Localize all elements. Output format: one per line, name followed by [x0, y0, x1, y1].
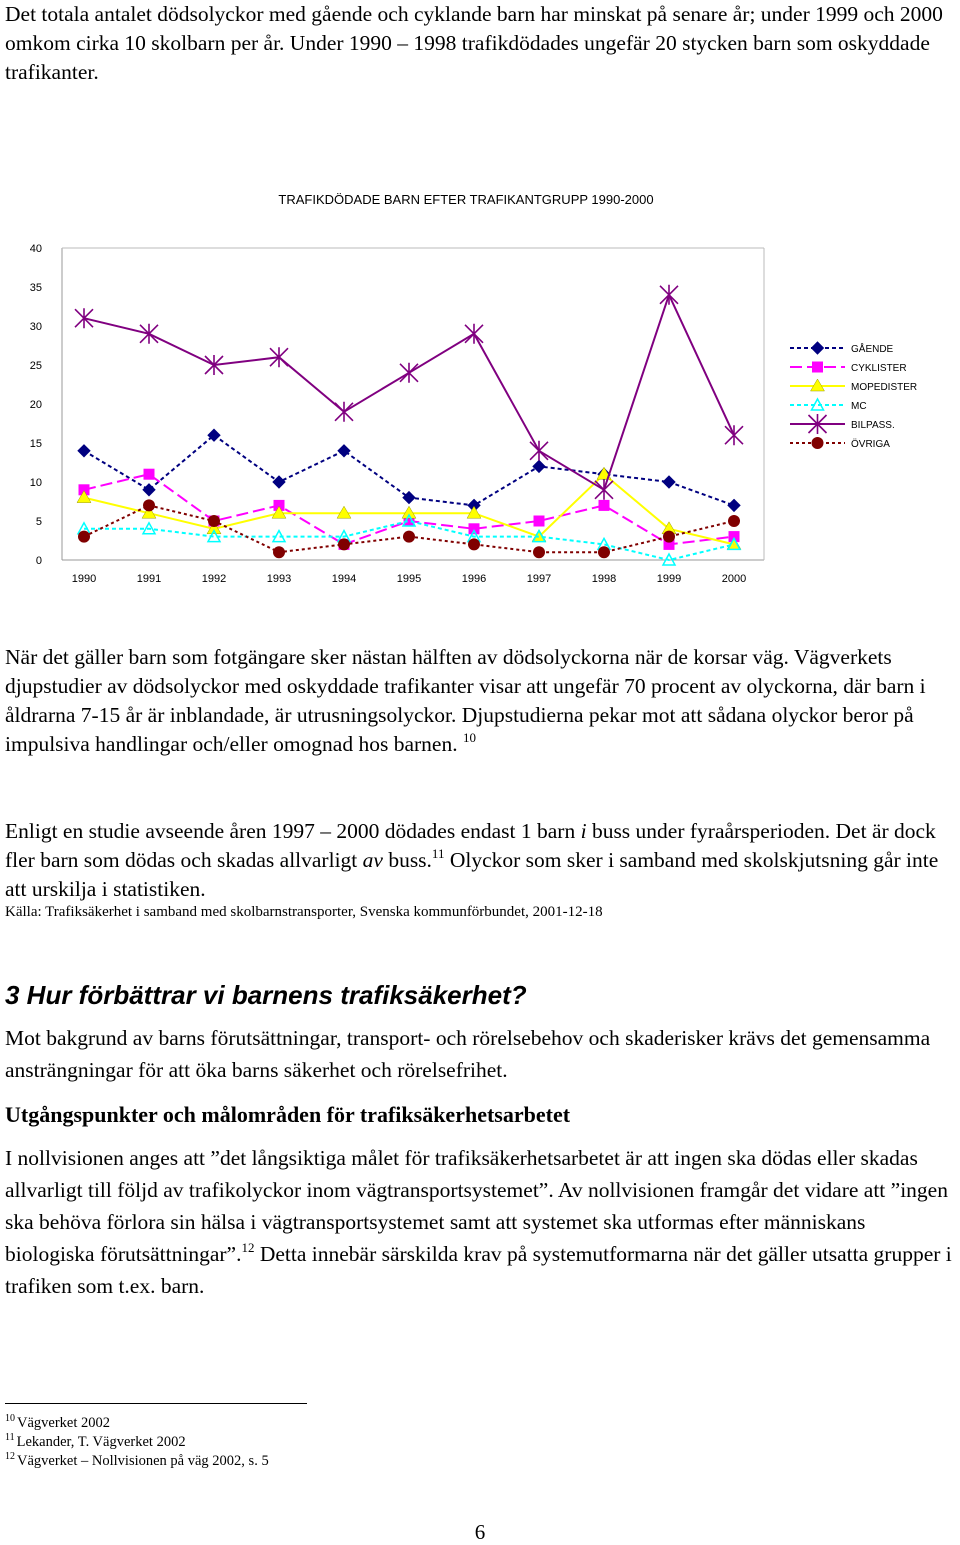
legend-marker: [812, 342, 824, 354]
x-tick-label: 1999: [656, 573, 682, 585]
footnote-11: [5, 1433, 186, 1451]
data-point: [144, 469, 155, 480]
data-point: [335, 402, 353, 422]
y-tick-label: 5: [35, 516, 42, 528]
chart-title: TRAFIKDÖDADE BARN EFTER TRAFIKANTGRUPP 1990-2000: [278, 192, 654, 207]
footnote-ref-12[interactable]: 12: [241, 1240, 255, 1255]
footnote-ref-11[interactable]: 11: [431, 846, 445, 861]
y-tick-label: 35: [29, 282, 42, 294]
legend-label: GÅENDE: [851, 344, 894, 355]
data-point: [403, 531, 415, 543]
paragraph-background: Mot bakgrund av barns förutsättningar, transport- och rörelsebehov och skaderisker krävs det gemensamma ansträngningar för att öka barns säkerhet och rörelsefrihet.: [5, 1026, 931, 1082]
paragraph-bus-part1: Enligt en studie avseende åren 1997 – 2000 dödades endast 1 barn: [5, 819, 581, 843]
paragraph-bus-italic-av: av: [362, 848, 383, 872]
data-point: [663, 476, 675, 488]
data-point: [400, 363, 418, 383]
data-point: [660, 285, 678, 305]
x-tick-label: 2000: [721, 573, 747, 585]
data-point: [530, 441, 548, 461]
footnote-ref-10[interactable]: 10: [462, 730, 476, 745]
x-tick-label: 1991: [136, 573, 162, 585]
footnote-10: [5, 1414, 110, 1432]
footnote-divider: [5, 1403, 307, 1404]
data-point: [534, 516, 545, 527]
x-tick-label: 1998: [591, 573, 617, 585]
y-tick-label: 15: [29, 438, 42, 450]
legend-label: MOPEDISTER: [851, 382, 918, 393]
y-tick-label: 0: [35, 555, 42, 567]
data-point: [725, 425, 743, 445]
legend-label: BILPASS.: [851, 420, 895, 431]
data-point: [663, 531, 675, 543]
legend-label: CYKLISTER: [851, 363, 907, 374]
data-point: [533, 546, 545, 558]
footnote-text: Vägverket – Nollvisionen på väg 2002, s. 5: [17, 1453, 269, 1469]
paragraph-nollvision: [5, 1142, 957, 1302]
y-tick-label: 40: [29, 243, 42, 255]
legend-marker: [812, 362, 823, 373]
x-tick-label: 1994: [331, 573, 357, 585]
data-point: [728, 499, 740, 511]
x-tick-label: 1992: [201, 573, 227, 585]
data-point: [598, 546, 610, 558]
y-tick-label: 30: [29, 321, 42, 333]
paragraph-nollvision-part2: Detta innebär särskilda krav på systemutformarna när det gäller utsatta grupper i trafiken som t.ex. barn.: [5, 1242, 952, 1298]
data-point: [728, 515, 740, 527]
paragraph-pedestrians: [5, 643, 957, 759]
subsection-heading: Utgångspunkter och målområden för trafiksäkerhetsarbetet: [5, 1102, 571, 1127]
legend-label: MC: [851, 401, 867, 412]
chart-legend: [790, 342, 917, 450]
traffic-deaths-chart: [0, 180, 960, 600]
series-layer: [75, 285, 743, 565]
footnote-number: 12: [5, 1451, 15, 1462]
x-tick-labels: [72, 573, 746, 585]
data-point: [140, 324, 158, 344]
data-point: [533, 460, 545, 472]
data-point: [595, 480, 613, 500]
source-note: Källa: Trafiksäkerhet i samband med skolbarnstransporter, Svenska kommunförbundet, 2001-12-18: [5, 904, 603, 920]
x-tick-label: 1996: [461, 573, 487, 585]
page-number: 6: [474, 1520, 486, 1544]
data-point: [469, 523, 480, 534]
data-point: [465, 324, 483, 344]
footnote-text: Vägverket 2002: [17, 1415, 111, 1431]
data-point: [273, 546, 285, 558]
legend-label: ÖVRIGA: [851, 439, 890, 450]
paragraph-bus-italic-i: i: [580, 819, 587, 843]
legend-marker: [812, 437, 824, 449]
paragraph-bus-part4: Olyckor som sker i samband med skolskjutsning går inte att urskilja i statistiken.: [5, 848, 939, 901]
paragraph-pedestrians-text: När det gäller barn som fotgängare sker nästan hälften av dödsolyckorna när de korsar väg. Vägverkets djupstudier av dödsolyckor med oskyddade trafikanter visar att ungefär 70 procent av olyckorna, där barn i åldrarna 7-15 år är inblandade, är utrusningsolyckor. Djupstudierna pekar mot att sådana olyckor beror på impulsiva handlingar och/eller omognad hos barnen.: [5, 645, 926, 756]
series-g-ende: [78, 429, 740, 511]
footnote-number: 11: [5, 1432, 15, 1443]
data-point: [78, 531, 90, 543]
intro-paragraph: Det totala antalet dödsolyckor med gående och cyklande barn har minskat på senare år; under 1999 och 2000 omkom cirka 10 skolbarn per år. Under 1990 – 1998 trafikdödades ungefär 20 stycken barn som oskyddade trafikanter.: [5, 2, 943, 84]
data-point: [143, 499, 155, 511]
y-tick-labels: [30, 243, 42, 567]
footnote-12: [5, 1452, 269, 1470]
x-tick-label: 1990: [71, 573, 97, 585]
y-tick-label: 25: [29, 360, 42, 372]
y-tick-label: 20: [29, 399, 42, 411]
section-heading: 3 Hur förbättrar vi barnens trafiksäkerhet?: [5, 980, 527, 1010]
paragraph-bus: [5, 817, 957, 904]
paragraph-bus-part2: buss under fyraårsperioden. Det är dock fler barn som dödas och skadas allvarligt: [5, 819, 936, 872]
data-point: [78, 445, 90, 457]
y-tick-label: 10: [29, 477, 42, 489]
data-point: [208, 515, 220, 527]
x-tick-label: 1997: [526, 573, 552, 585]
data-point: [143, 484, 155, 496]
paragraph-nollvision-part1: I nollvisionen anges att ”det långsiktiga målet för trafiksäkerhetsarbetet är att ingen ska dödas eller skadas allvarligt till följd av trafikolyckor inom vägtransportsystemet”. Av nollvisionen framgår det vidare att ”ingen ska behöva förlora sin hälsa i vägtransportsystemet samt att systemet ska utformas efter människans biologiska förutsättningar”.: [5, 1146, 948, 1266]
data-point: [599, 500, 610, 511]
footnote-number: 10: [5, 1413, 15, 1424]
data-point: [75, 308, 93, 328]
data-point: [338, 538, 350, 550]
paragraph-bus-part3: buss.: [382, 848, 432, 872]
footnote-text: Lekander, T. Vägverket 2002: [16, 1434, 186, 1450]
x-tick-label: 1993: [266, 573, 292, 585]
data-point: [468, 538, 480, 550]
x-tick-label: 1995: [396, 573, 422, 585]
series-line: [84, 295, 734, 490]
series-bilpass: [75, 285, 743, 500]
